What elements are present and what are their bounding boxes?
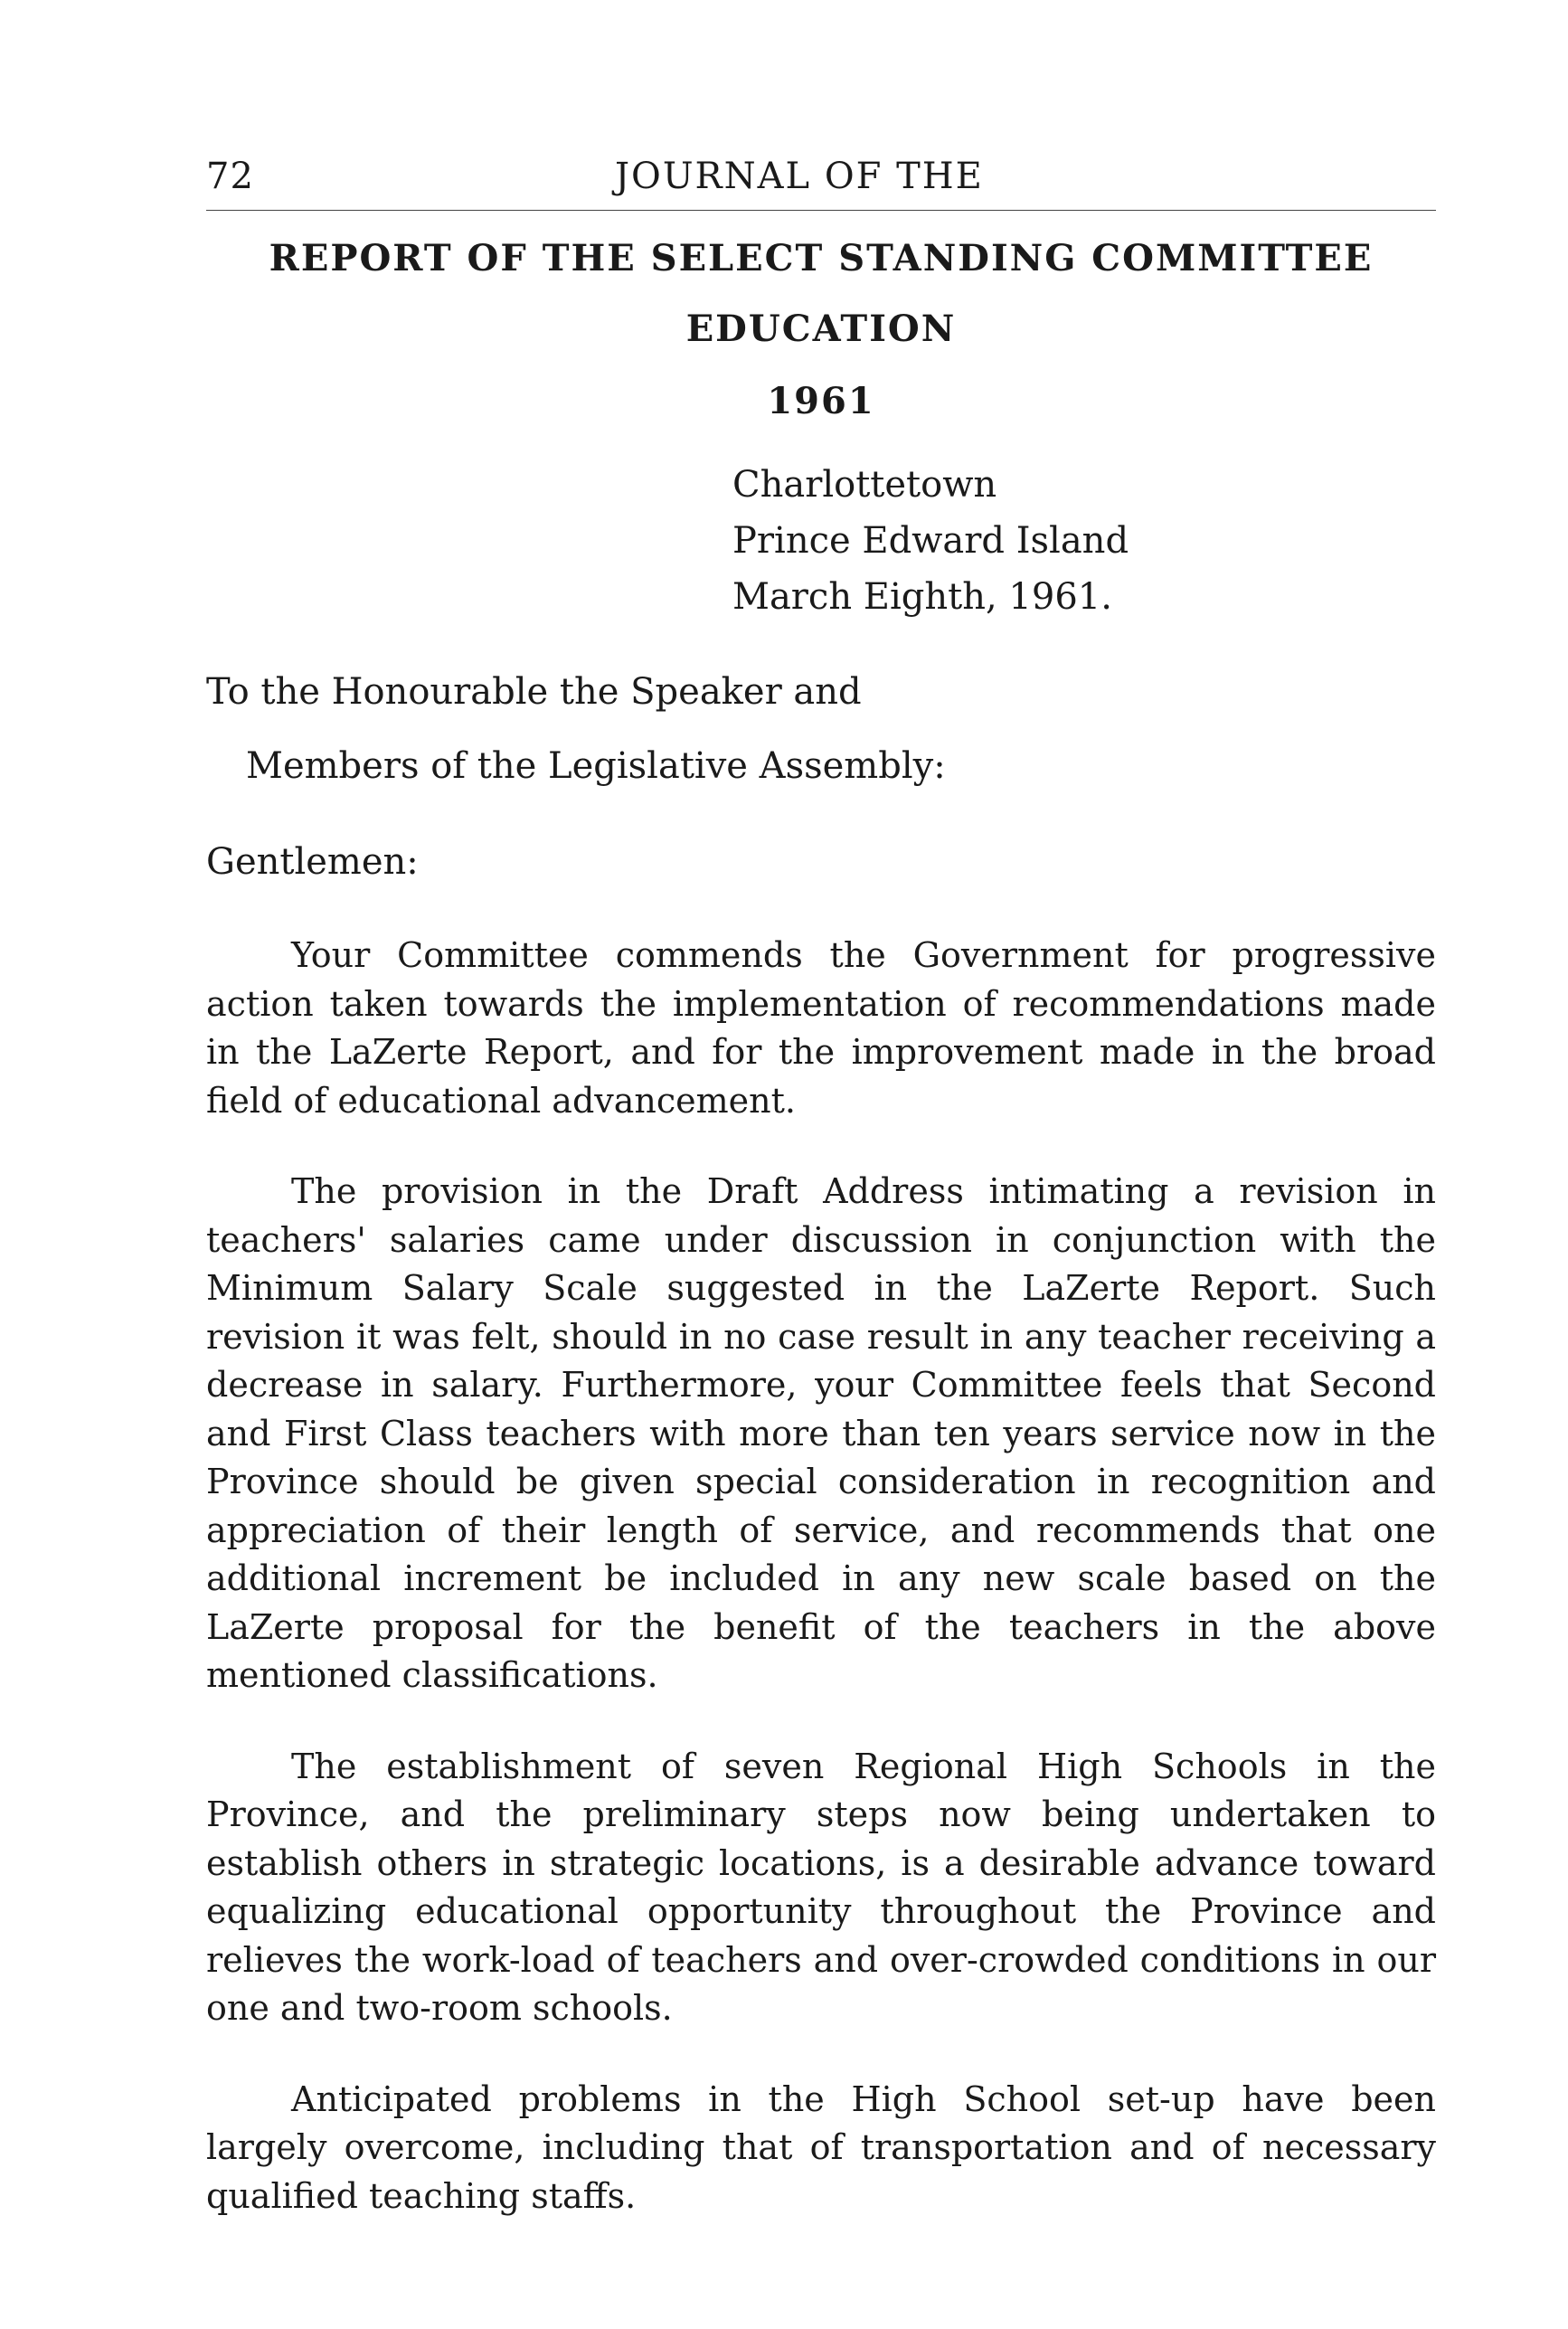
report-subject: EDUCATION [685, 308, 957, 350]
dateline-city: Charlottetown [732, 464, 997, 506]
dateline [732, 457, 1129, 625]
running-head [206, 156, 1436, 210]
dateline-province: Prince Edward Island [732, 520, 1129, 562]
page-number: 72 [206, 156, 254, 197]
paragraph: The establishment of seven Regional High Schools in the Province, and the preliminary steps now being undertaken to establish others in strategic locations, is a desirable advance toward equalizing educational opportunity throughout the Province and relieves the work-load of teachers and over-crowded conditions in our one and two-room schools. [206, 1746, 1436, 2028]
greeting: Gentlemen: [206, 841, 419, 883]
address-line-2: Members of the Legislative Assembly: [246, 745, 946, 787]
address-line-1: To the Honourable the Speaker and [206, 671, 862, 713]
paragraph: Anticipated problems in the High School set-up have been largely overcome, including that of transportation and of necessary qualified teaching staffs. [206, 2078, 1436, 2216]
report-year: 1961 [767, 380, 875, 422]
paragraph: The provision in the Draft Address intimating a revision in teachers' salaries came under discussion in conjunction with the Minimum Salary Scale suggested in the LaZerte Report. Such revision it was felt, should in no case result in any teacher receiving a decrease in salary. Furthermore, your Committee feels that Second and First Class teachers with more than ten years service now in the Province should be given special consideration in recognition and appreciation of their length of service, and recommends that one additional increment be included in any new scale based on the LaZerte proposal for the benefit of the teachers in the above mentioned classifications. [206, 1171, 1436, 1695]
report-title: REPORT OF THE SELECT STANDING COMMITTEE [269, 237, 1374, 279]
header-rule [206, 210, 1436, 211]
paragraph: Your Committee commends the Government for progressive action taken towards the implementation of recommendations made in the LaZerte Report, and for the improvement made in the broad field of educational advancement. [206, 935, 1436, 1121]
journal-title: JOURNAL OF THE [615, 156, 984, 197]
dateline-date: March Eighth, 1961. [732, 576, 1112, 618]
report-body [206, 932, 1436, 2263]
